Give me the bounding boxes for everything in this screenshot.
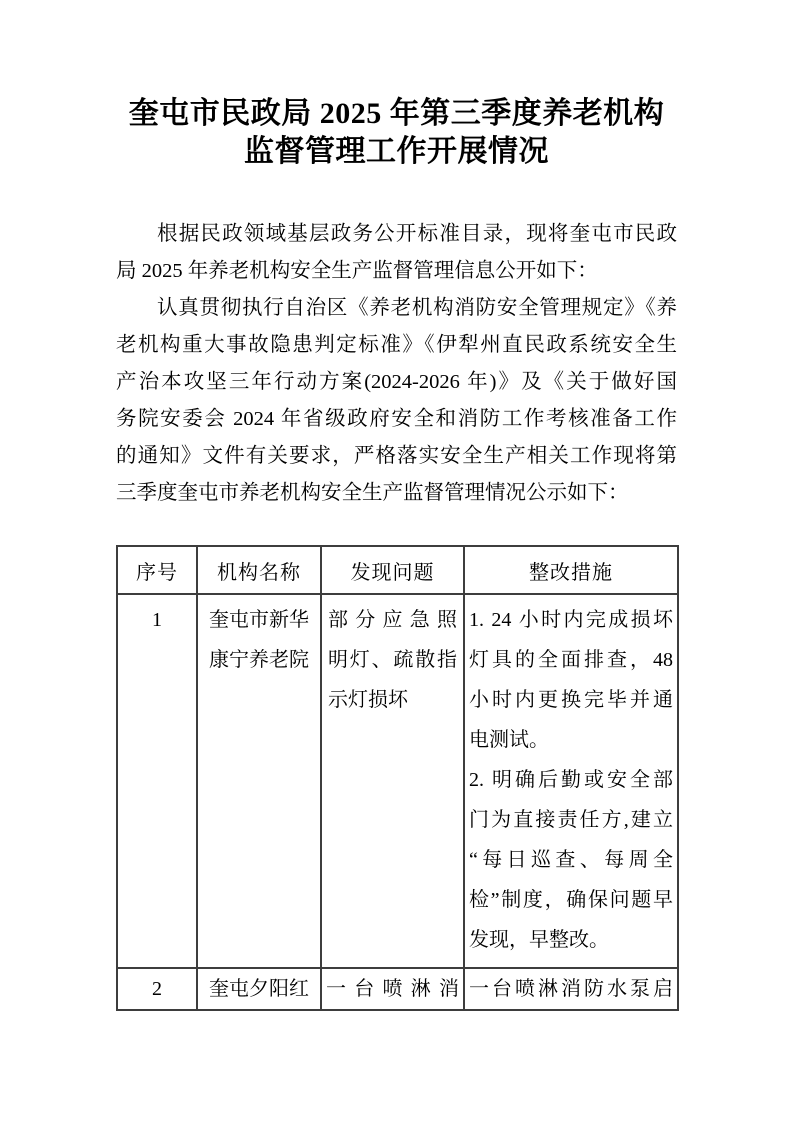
document-title: 奎屯市民政局 2025 年第三季度养老机构 监督管理工作开展情况 [128, 97, 665, 168]
table-header-row [117, 546, 678, 594]
column-header-index: 序号 [117, 546, 197, 594]
column-header-rectification-measures: 整改措施 [464, 546, 678, 594]
paragraph-policy-basis: 认真贯彻执行自治区《养老机构消防安全管理规定》《养 老机构重大事故隐患判定标准》《伊犁州直民政系统安全生 产治本攻坚三年行动方案(2024-2026 年)》及《关于做好国 务院安委会 2024 年省级政府安全和消防工作考核准备工作 的通知》文件有关要求，严格落实安全生产相关工作现将第 三季度奎屯市养老机构安全生产监督管理情况公示如下： [116, 297, 677, 504]
document-body [116, 216, 677, 512]
cell-org-name: 奎屯夕阳红 [209, 978, 309, 1000]
measure-item: 1. 24 小时内完成损坏 灯具的全面排查，48 小时内更换完毕并通 电测试。 [469, 609, 673, 751]
cell-issues-found: 一台喷淋消 [326, 978, 459, 1000]
paragraph-intro: 根据民政领域基层政务公开标准目录，现将奎屯市民政 局 2025 年养老机构安全生产监督管理信息公开如下： [116, 223, 677, 282]
measure-item: 一台喷淋消防水泵启 [469, 978, 673, 1000]
cell-row-index: 1 [152, 609, 162, 631]
cell-org-name: 奎屯市新华 康宁养老院 [209, 609, 309, 671]
measure-item: 2. 明确后勤或安全部 门为直接责任方,建立 “每日巡查、每周全 检”制度，确保问题早 发现，早整改。 [469, 769, 673, 951]
supervision-table [116, 545, 679, 1011]
cell-issues-found: 部分应急照 明灯、疏散指 示灯损坏 [328, 609, 457, 711]
column-header-issues-found: 发现问题 [321, 546, 464, 594]
table-row [117, 594, 678, 968]
column-header-org-name: 机构名称 [197, 546, 321, 594]
cell-rectification-measures [465, 595, 677, 965]
cell-row-index: 2 [152, 978, 162, 1000]
cell-rectification-measures [465, 969, 677, 1009]
table-row-clipped [117, 968, 678, 1010]
